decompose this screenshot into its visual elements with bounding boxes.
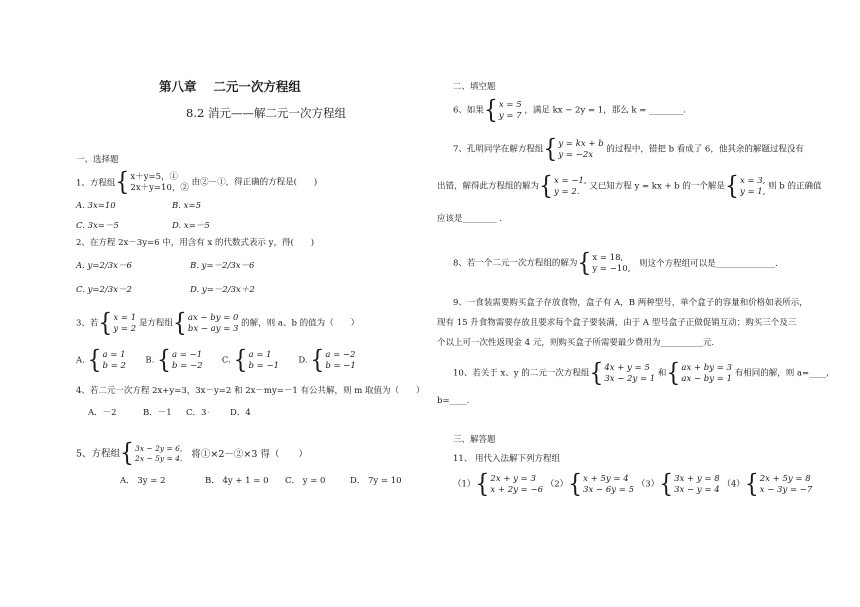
q11-p3-label: （3） <box>636 479 660 490</box>
q3-given1: x = 1 <box>113 313 137 323</box>
question-7 <box>453 135 804 164</box>
q11-problems <box>453 470 813 499</box>
q10-s1: 4x + y = 5 <box>604 363 650 373</box>
q3-option-c-label: C. <box>221 355 231 366</box>
question-8 <box>453 249 778 278</box>
brace: { <box>483 96 498 125</box>
brace: { <box>577 249 592 278</box>
q3-option-d-label: D. <box>298 355 308 366</box>
brace: { <box>172 309 187 338</box>
q3-option-b2: b = −2 <box>171 361 203 371</box>
brace: { <box>724 172 739 201</box>
q1-option-c: C. 3x=－5 <box>76 221 119 231</box>
question-3 <box>76 309 360 338</box>
q5-suffix: 将①×2－②×3 得（ ） <box>191 448 308 460</box>
q3-option-d <box>325 350 356 372</box>
q1-option-a: A. 3x=10 <box>76 201 116 211</box>
q5-option-a: A． 3y = 2 <box>120 476 166 486</box>
brace: { <box>539 172 554 201</box>
question-2: 2、在方程 2x－3y=6 中，用含有 x 的代数式表示 y，得( ) <box>76 238 315 248</box>
q7-s1: y = kx + b <box>558 139 604 149</box>
q3-given <box>113 313 136 335</box>
q1-eq1: x＋y=5，① <box>130 172 179 182</box>
question-10-line2: b=____. <box>437 396 470 406</box>
question-7-line2 <box>437 172 822 201</box>
section-choice-heading: 一、选择题 <box>76 155 119 165</box>
q11-p2-label: （2） <box>545 479 569 490</box>
chapter-title: 第八章 二元一次方程组 <box>159 79 301 94</box>
q1-suffix: 由②－①，得正确的方程是( ) <box>191 177 318 188</box>
brace: { <box>589 359 604 388</box>
q7-a2: y = 2. <box>554 187 580 197</box>
q3-option-d1: a = −2 <box>325 350 356 360</box>
q8-system <box>592 253 630 275</box>
q11-p2 <box>583 474 634 496</box>
q3-given2: y = 2 <box>113 324 137 334</box>
q7-known <box>740 176 765 198</box>
q3-system <box>188 313 239 335</box>
q4-option-c: C．3 <box>186 408 207 418</box>
q7-suffix: 的过程中，错把 b 看成了 6，他其余的解题过程没有 <box>606 144 804 155</box>
question-4: 4、若二元一次方程 2x+y=3，3x－y=2 和 2x－my=－1 有公共解，则 m 取值为（ ） <box>76 386 425 396</box>
q7-a1: x = −1, <box>554 176 587 186</box>
q5-option-d: D． 7y = 10 <box>350 476 402 486</box>
question-1 <box>76 168 318 197</box>
question-9-line2: 现有 15 升食物需要存放且要求每个盒子要装满，由于 A 型号盒子正做促销互动：购买三个及三 <box>437 318 797 328</box>
q3-option-b1: a = −1 <box>171 350 203 360</box>
q11-p1 <box>490 474 543 496</box>
section-answer-heading: 三、解答题 <box>453 435 496 445</box>
q11-p4a: 2x + 5y = 8 <box>759 474 811 484</box>
question-11: 11、 用代入法解下列方程组 <box>453 454 561 464</box>
q11-p4b: x − 3y = −7 <box>759 485 813 495</box>
q11-p1b: x + 2y = −6 <box>490 485 544 495</box>
q11-p1-label: （1） <box>453 479 476 490</box>
q10-suffix: 有相同的解，则 a=____, <box>734 368 829 379</box>
q4-option-d: D．4 <box>230 408 251 418</box>
question-9-line3: 个以上可一次性返现金 4 元，则购买盒子所需要最少费用为__________元. <box>437 338 715 348</box>
section-fill-heading: 二、填空题 <box>453 82 496 92</box>
q10-mid: 和 <box>657 368 667 379</box>
q3-sys1: ax − by = 0 <box>187 313 239 323</box>
brace: { <box>115 168 130 197</box>
q3-option-d2: b = −1 <box>325 361 356 371</box>
q10-system1 <box>604 363 655 385</box>
q2-option-a: A. y=2/3x－6 <box>76 261 132 271</box>
q7-line2-prefix: 出错，解得此方程组的解为 <box>437 181 540 192</box>
q11-p2b: 3x − 6y = 5 <box>583 485 635 495</box>
question-10 <box>453 359 829 388</box>
q3-option-a <box>103 350 126 372</box>
q11-p3a: 3x + y = 8 <box>674 474 720 484</box>
q1-system <box>130 172 188 194</box>
question-7-line3: 应该是________ . <box>437 214 502 224</box>
q3-suffix: 的解，则 a、b 的值为（ ） <box>241 318 360 329</box>
brace: { <box>475 470 490 499</box>
q3-mid: 是方程组 <box>138 318 173 329</box>
q1-eq2: 2x＋y=10，② <box>130 183 189 193</box>
q3-option-c1: a = 1 <box>248 350 272 360</box>
q5-eq1: 3x − 2y = 6, <box>135 444 183 453</box>
brace: { <box>666 359 681 388</box>
q7-c1: x = 3, <box>739 176 766 186</box>
q5-system <box>135 444 182 464</box>
q2-option-b: B. y=－2/3x－6 <box>190 261 255 271</box>
q11-p2a: x + 5y = 4 <box>583 474 629 484</box>
q2-option-c: C. y=2/3x－2 <box>76 285 132 295</box>
q3-sys2: bx − ay = 3 <box>187 324 239 334</box>
q8-suffix: 则这个方程组可以是______________. <box>639 258 778 269</box>
q3-option-c2: b = −1 <box>248 361 279 371</box>
brace: { <box>744 470 759 499</box>
q10-t1: ax + by = 3 <box>681 363 732 373</box>
brace: { <box>659 470 674 499</box>
q5-option-b: B． 4y + 1 = 0 <box>205 476 269 486</box>
q8-s2: y = −10, <box>592 264 631 274</box>
q3-options <box>76 346 356 375</box>
q1-option-d: D. x=－5 <box>172 221 210 231</box>
question-6 <box>453 96 686 125</box>
q7-line2-mid: 又已知方程 y = kx + b 的一个解是 <box>589 181 725 192</box>
q3-option-a2: b = 2 <box>102 361 126 371</box>
q7-answer <box>554 176 587 198</box>
q10-system2 <box>681 363 732 385</box>
brace: { <box>120 439 135 468</box>
q5-option-c: C． y = 0 <box>285 476 326 486</box>
q11-p1a: 2x + y = 3 <box>490 474 536 484</box>
q5-eq2: 2x − 5y = 4. <box>135 454 183 463</box>
brace: { <box>233 346 248 375</box>
q11-p4-label: （4） <box>722 479 745 490</box>
q7-s2: y = −2x <box>558 150 594 160</box>
section-title: 8.2 消元——解二元一次方程组 <box>186 106 346 120</box>
q4-option-b: B．－1 <box>143 408 172 418</box>
decorative-dot: . <box>207 406 210 416</box>
q1-prefix: 1、方程组 <box>76 178 116 189</box>
q2-option-d: D. y=－2/3x＋2 <box>190 285 255 295</box>
q11-p3b: 3x − y = 4 <box>674 485 720 495</box>
q3-option-a-label: A. <box>76 355 85 366</box>
q7-prefix: 7、孔明同学在解方程组 <box>453 144 544 155</box>
q3-option-b <box>172 350 203 372</box>
q3-prefix: 3、若 <box>76 318 99 329</box>
q10-s2: 3x − 2y = 1 <box>604 374 656 384</box>
q10-prefix: 10、若关于 x、y 的二元一次方程组 <box>453 368 590 379</box>
q7-system <box>558 139 603 161</box>
q8-prefix: 8、若一个二元一次方程组的解为 <box>453 258 578 269</box>
q7-line2-suffix: 则 b 的正确值 <box>768 181 822 192</box>
brace: { <box>98 309 113 338</box>
q3-option-c <box>249 350 280 372</box>
brace: { <box>543 135 558 164</box>
q1-option-b: B. x=5 <box>172 201 201 211</box>
q6-s2: y = 7 <box>498 111 522 121</box>
brace: { <box>156 346 171 375</box>
q4-option-a: A．－2 <box>88 408 117 418</box>
q3-option-a1: a = 1 <box>102 350 126 360</box>
brace: { <box>310 346 325 375</box>
q3-option-b-label: B. <box>145 355 155 366</box>
q6-system <box>499 100 522 122</box>
q8-s1: x = 18, <box>592 253 624 263</box>
brace: { <box>87 346 102 375</box>
q5-prefix: 5、方程组 <box>76 448 121 460</box>
q6-suffix: ，满足 kx − 2y = 1，那么 k = ________. <box>524 105 686 116</box>
q11-p4 <box>760 474 813 496</box>
q6-s1: x = 5 <box>498 100 522 110</box>
question-9-line1: 9、一食装需要购买盒子存放食物，盒子有 A，B 两种型号，单个盒子的容量和价格如表所示， <box>453 298 808 308</box>
q11-p3 <box>674 474 719 496</box>
brace: { <box>568 470 583 499</box>
q10-t2: ax − by = 1 <box>681 374 732 384</box>
question-5 <box>76 439 308 468</box>
q7-c2: y = 1, <box>739 187 766 197</box>
q6-prefix: 6、如果 <box>453 105 484 116</box>
